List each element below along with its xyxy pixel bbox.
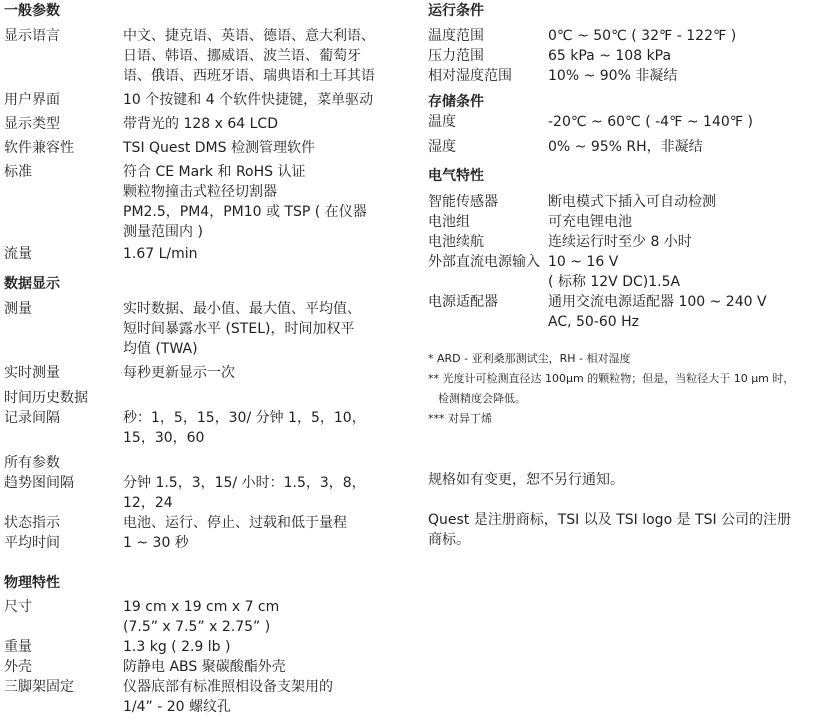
spec-row-pressure (428, 46, 812, 66)
spec-row-history (4, 388, 399, 408)
physical-section-title: 物理特性 (4, 575, 60, 591)
footnote-photometer: ** 光度计可检测直径达 100μm 的颗粒物；但是，当粒径大于 10 μm 时， (428, 372, 795, 385)
spec-row-status (4, 513, 399, 533)
spec-row-dc-input (428, 252, 812, 292)
spec-row-flow (4, 244, 399, 264)
spec-row-display-language (4, 26, 399, 86)
spec-label: 压力范围 (428, 48, 484, 64)
spec-row-storage-temp (428, 112, 812, 132)
general-section-title: 一般参数 (4, 3, 60, 19)
footnote-isobutylene: *** 对异丁烯 (428, 412, 492, 425)
spec-row-measurement (4, 299, 399, 359)
spec-row-realtime (4, 363, 399, 383)
footnote-ard: * ARD - 亚利桑那测试尘，RH - 相对湿度 (428, 352, 631, 365)
spec-row-tripod (4, 677, 399, 717)
spec-label: 电源适配器 (428, 294, 498, 310)
spec-value: 每秒更新显示一次 (123, 365, 235, 381)
spec-row-smart-sensor (428, 192, 812, 212)
spec-value: 断电模式下插入可自动检测 (548, 194, 716, 210)
spec-label: 软件兼容性 (4, 140, 74, 156)
spec-row-size (4, 597, 399, 637)
spec-label: 用户界面 (4, 92, 60, 108)
spec-row-trend-interval (4, 473, 399, 513)
spec-value: 10% ~ 90% 非凝结 (548, 68, 678, 84)
spec-value: 通用交流电源适配器 100 ~ 240 V AC, 50-60 Hz (548, 294, 767, 330)
spec-label: 状态指示 (4, 515, 60, 531)
spec-row-log-interval (4, 408, 399, 448)
spec-value: 1.67 L/min (123, 246, 198, 262)
spec-value: 防静电 ABS 聚碳酸酯外壳 (123, 659, 286, 675)
spec-value: -20℃ ~ 60℃ ( -4℉ ~ 140℉ ) (548, 114, 753, 130)
spec-value: 秒：1，5，15，30/ 分钟 1，5，10， 15，30，60 (123, 410, 366, 446)
spec-value: 仪器底部有标准照相设备支架用的 1/4” - 20 螺纹孔 (123, 679, 333, 715)
spec-label: 所有参数 (4, 455, 60, 471)
spec-value: 分钟 1.5，3，15/ 小时：1.5，3，8， 12，24 (123, 475, 366, 511)
spec-label: 温度 (428, 114, 456, 130)
spec-value: 1.3 kg ( 2.9 lb ) (123, 639, 231, 655)
spec-label: 标准 (4, 164, 32, 180)
spec-row-adapter (428, 292, 812, 332)
right-column (428, 0, 812, 550)
spec-label: 显示类型 (4, 116, 60, 132)
trademark-text: Quest 是注册商标，TSI 以及 TSI logo 是 TSI 公司的注册 商标。 (428, 512, 792, 548)
spec-label: 流量 (4, 246, 32, 262)
spec-label: 湿度 (428, 139, 456, 155)
spec-label: 重量 (4, 639, 32, 655)
spec-row-user-interface (4, 90, 399, 110)
spec-value: 连续运行时至少 8 小时 (548, 234, 692, 250)
spec-label: 三脚架固定 (4, 679, 74, 695)
storage-section-title: 存储条件 (428, 94, 484, 110)
spec-row-display-type (4, 114, 399, 134)
spec-label: 时间历史数据 (4, 390, 88, 406)
spec-row-battery (428, 212, 812, 232)
spec-label: 电池续航 (428, 234, 484, 250)
spec-label: 温度范围 (428, 28, 484, 44)
spec-row-all-params (4, 453, 399, 473)
spec-label: 平均时间 (4, 535, 60, 551)
operating-section-title: 运行条件 (428, 3, 484, 19)
spec-value: 符合 CE Mark 和 RoHS 认证 颗粒物撞击式粒径切割器 PM2.5，PM4，PM10 或 TSP ( 在仪器 测量范围内 ) (123, 164, 367, 240)
spec-value: 实时数据、最小值、最大值、平均值、 短时间暴露水平 (STEL)，时间加权平 均值 (TWA) (123, 301, 361, 357)
spec-row-averaging (4, 533, 399, 553)
left-column (4, 0, 399, 717)
spec-label: 记录间隔 (4, 410, 60, 426)
spec-value: 1 ~ 30 秒 (123, 535, 189, 551)
spec-row-runtime (428, 232, 812, 252)
spec-label: 外部直流电源输入 (428, 254, 540, 270)
spec-row-storage-humidity (428, 137, 812, 157)
spec-value: 10 ~ 16 V ( 标称 12V DC)1.5A (548, 254, 681, 290)
spec-value: 带背光的 128 x 64 LCD (123, 116, 278, 132)
spec-value: 0% ~ 95% RH，非凝结 (548, 139, 703, 155)
spec-value: 可充电锂电池 (548, 214, 632, 230)
spec-row-standard (4, 162, 399, 242)
electrical-section-title: 电气特性 (428, 168, 484, 184)
data-display-section-title: 数据显示 (4, 276, 60, 292)
spec-label: 趋势图间隔 (4, 475, 74, 491)
spec-row-temp-range (428, 26, 812, 46)
spec-value: 10 个按键和 4 个软件快捷键，菜单驱动 (123, 92, 374, 108)
spec-label: 相对湿度范围 (428, 68, 512, 84)
spec-row-weight (4, 637, 399, 657)
spec-label: 实时测量 (4, 365, 60, 381)
spec-label: 显示语言 (4, 28, 60, 44)
spec-row-software (4, 138, 399, 158)
disclaimer-text: 规格如有变更，恕不另行通知。 (428, 472, 624, 488)
spec-label: 智能传感器 (428, 194, 498, 210)
spec-value: 0℃ ~ 50℃ ( 32℉ - 122℉ ) (548, 28, 737, 44)
spec-value: TSI Quest DMS 检测管理软件 (123, 140, 315, 156)
spec-value: 电池、运行、停止、过载和低于量程 (123, 515, 347, 531)
spec-value: 19 cm x 19 cm x 7 cm (7.5” x 7.5” x 2.75” ) (123, 599, 280, 635)
spec-row-housing (4, 657, 399, 677)
spec-value: 中文、捷克语、英语、德语、意大利语、 日语、韩语、挪威语、波兰语、葡萄牙 语、俄语、西班牙语、瑞典语和土耳其语 (123, 28, 375, 84)
spec-label: 电池组 (428, 214, 470, 230)
spec-value: 65 kPa ~ 108 kPa (548, 48, 672, 64)
footnote-photometer-cont: 检测精度会降低。 (438, 392, 526, 405)
spec-row-humidity (428, 66, 812, 86)
spec-label: 测量 (4, 301, 32, 317)
spec-label: 尺寸 (4, 599, 32, 615)
spec-label: 外壳 (4, 659, 32, 675)
